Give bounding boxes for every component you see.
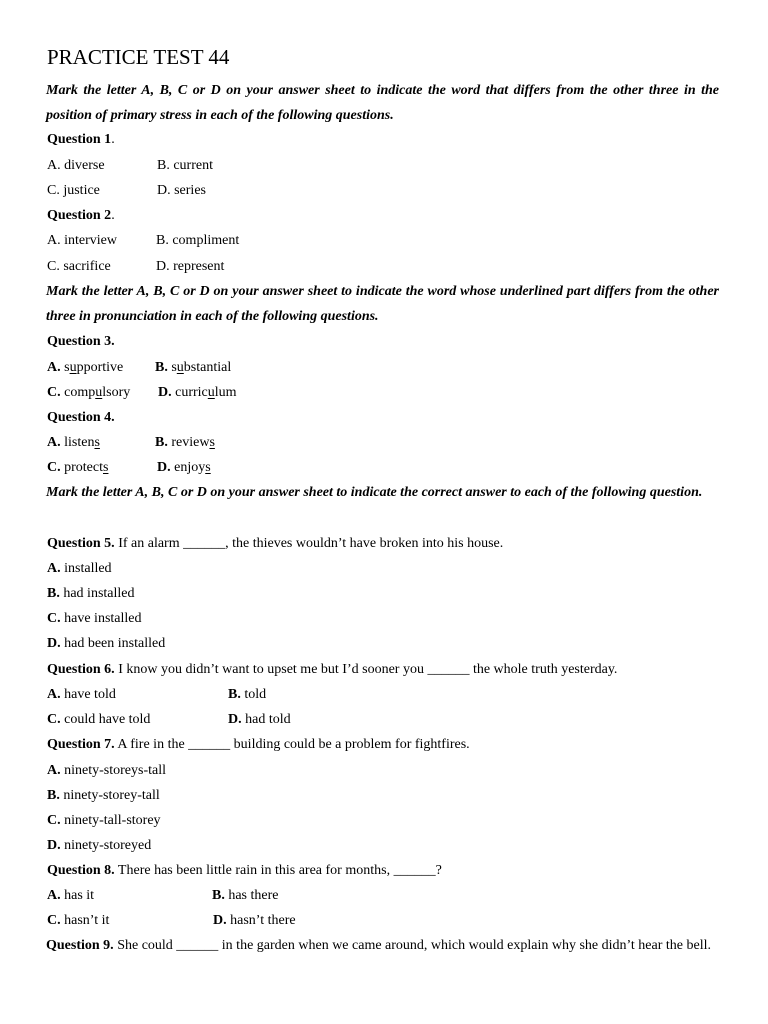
question-4-options-row-2 bbox=[47, 459, 707, 477]
option-text: ninety-tall-storey bbox=[60, 813, 161, 828]
option-text: ninety-storeys-tall bbox=[60, 763, 166, 778]
question-1-option-b: B. current bbox=[157, 158, 213, 173]
question-1-label: Question 1 bbox=[47, 132, 112, 147]
option-text: had been installed bbox=[60, 636, 166, 651]
option-text: had installed bbox=[59, 586, 135, 601]
option-letter: D. bbox=[158, 385, 172, 400]
question-7-option-c bbox=[47, 812, 161, 830]
question-4-option-c bbox=[47, 459, 108, 477]
question-1-options-row-1 bbox=[47, 157, 707, 175]
underlined-part: u bbox=[207, 385, 215, 400]
question-7-label: Question 7. bbox=[47, 737, 115, 752]
question-9-text: She could ______ in the garden when we came around, which would explain why she didn’t hear the bell. bbox=[113, 938, 711, 953]
option-letter: B. bbox=[47, 586, 60, 601]
question-2-heading bbox=[47, 207, 115, 225]
question-2-option-d: D. represent bbox=[156, 259, 225, 274]
question-8-options-row-2 bbox=[47, 912, 707, 930]
option-text: protect bbox=[60, 460, 103, 475]
question-7-option-d bbox=[47, 837, 151, 855]
question-8-option-d bbox=[213, 912, 296, 930]
option-text: pportive bbox=[76, 360, 124, 375]
question-2-label: Question 2 bbox=[47, 208, 112, 223]
question-3-option-b bbox=[155, 359, 231, 377]
instruction-pronunciation: Mark the letter A, B, C or D on your answer sheet to indicate the word whose underlined part differs from the other three in pronunciation in each of the following questions. bbox=[46, 284, 719, 325]
option-letter: B. bbox=[155, 360, 168, 375]
question-2-dot: . bbox=[111, 208, 115, 223]
option-text: comp bbox=[60, 385, 96, 400]
option-letter: B. bbox=[212, 888, 225, 903]
question-8-label: Question 8. bbox=[47, 863, 115, 878]
underlined-part: s bbox=[94, 435, 100, 450]
question-3-options-row-1 bbox=[47, 359, 707, 377]
question-5-stem bbox=[47, 535, 503, 553]
option-letter: A. bbox=[47, 435, 61, 450]
option-text: hasn’t there bbox=[226, 913, 296, 928]
question-6-option-c bbox=[47, 711, 150, 729]
question-1-dot: . bbox=[111, 132, 115, 147]
question-3-label: Question 3. bbox=[47, 334, 115, 349]
question-6-option-b bbox=[228, 686, 266, 704]
option-letter: C. bbox=[47, 913, 61, 928]
underlined-part: u bbox=[69, 360, 77, 375]
question-3-option-c bbox=[47, 384, 130, 402]
option-letter: D. bbox=[47, 636, 61, 651]
question-5-option-d bbox=[47, 635, 165, 653]
option-letter: C. bbox=[47, 385, 61, 400]
underlined-part: u bbox=[176, 360, 184, 375]
question-6-options-row-2 bbox=[47, 711, 707, 729]
question-3-option-d bbox=[158, 384, 237, 402]
question-7-stem bbox=[47, 736, 470, 754]
option-letter: A. bbox=[47, 687, 61, 702]
option-letter: D. bbox=[47, 838, 61, 853]
question-7-option-a bbox=[47, 762, 166, 780]
option-letter: B. bbox=[228, 687, 241, 702]
option-text: has it bbox=[60, 888, 95, 903]
underlined-part: s bbox=[103, 460, 109, 475]
option-letter: C. bbox=[47, 712, 61, 727]
question-3-option-a bbox=[47, 359, 123, 377]
question-8-stem bbox=[47, 862, 442, 880]
question-4-option-a bbox=[47, 434, 100, 452]
option-text: ninety-storey-tall bbox=[59, 788, 160, 803]
question-6-options-row-1 bbox=[47, 686, 707, 704]
option-text: could have told bbox=[60, 712, 151, 727]
option-text: have told bbox=[60, 687, 116, 702]
option-letter: B. bbox=[47, 788, 60, 803]
question-2-option-a: A. interview bbox=[47, 233, 117, 248]
option-text: installed bbox=[60, 561, 112, 576]
question-1-option-c: C. justice bbox=[47, 183, 100, 198]
question-6-option-a bbox=[47, 686, 116, 704]
option-letter: D. bbox=[228, 712, 242, 727]
option-letter: C. bbox=[47, 611, 61, 626]
option-text: s bbox=[167, 360, 177, 375]
question-5-option-b bbox=[47, 585, 135, 603]
question-6-text: I know you didn’t want to upset me but I’d sooner you ______ the whole truth yesterday. bbox=[114, 662, 618, 677]
option-text: has there bbox=[224, 888, 279, 903]
option-text: had told bbox=[241, 712, 291, 727]
question-2-option-b: B. compliment bbox=[156, 233, 240, 248]
question-8-option-b bbox=[212, 887, 279, 905]
question-7-text: A fire in the ______ building could be a problem for fightfires. bbox=[114, 737, 470, 752]
question-4-option-b bbox=[155, 434, 215, 452]
underlined-part: s bbox=[209, 435, 215, 450]
instruction-correct-answer: Mark the letter A, B, C or D on your answer sheet to indicate the correct answer to each of the following question. bbox=[46, 485, 703, 500]
underlined-part: u bbox=[95, 385, 103, 400]
option-text: lsory bbox=[102, 385, 131, 400]
option-text: lum bbox=[214, 385, 237, 400]
question-6-option-d bbox=[228, 711, 291, 729]
question-1-option-d: D. series bbox=[157, 183, 206, 198]
question-4-options-row-1 bbox=[47, 434, 707, 452]
question-8-option-a bbox=[47, 887, 94, 905]
option-text: enjoy bbox=[170, 460, 206, 475]
question-9-stem bbox=[46, 933, 719, 958]
question-2-options-row-1 bbox=[47, 232, 707, 250]
option-letter: A. bbox=[47, 888, 61, 903]
option-letter: D. bbox=[157, 460, 171, 475]
question-7-option-b bbox=[47, 787, 160, 805]
option-text: told bbox=[240, 687, 267, 702]
option-letter: A. bbox=[47, 360, 61, 375]
question-2-options-row-2 bbox=[47, 258, 707, 276]
option-text: listen bbox=[60, 435, 95, 450]
question-6-stem bbox=[47, 661, 617, 679]
option-letter: C. bbox=[47, 460, 61, 475]
question-9-label: Question 9. bbox=[46, 938, 114, 953]
underlined-part: s bbox=[205, 460, 211, 475]
question-5-option-a bbox=[47, 560, 112, 578]
question-8-text: There has been little rain in this area for months, ______? bbox=[114, 863, 442, 878]
question-4-label: Question 4. bbox=[47, 410, 115, 425]
option-letter: A. bbox=[47, 561, 61, 576]
question-4-option-d bbox=[157, 459, 211, 477]
question-8-options-row-1 bbox=[47, 887, 707, 905]
option-text: ninety-storeyed bbox=[60, 838, 152, 853]
question-1-options-row-2 bbox=[47, 182, 707, 200]
question-5-option-c bbox=[47, 610, 142, 628]
option-letter: C. bbox=[47, 813, 61, 828]
option-letter: B. bbox=[155, 435, 168, 450]
option-text: have installed bbox=[60, 611, 142, 626]
option-letter: A. bbox=[47, 763, 61, 778]
question-3-options-row-2 bbox=[47, 384, 707, 402]
option-text: bstantial bbox=[183, 360, 232, 375]
option-text: hasn’t it bbox=[60, 913, 110, 928]
question-5-label: Question 5. bbox=[47, 536, 115, 551]
question-1-heading bbox=[47, 131, 115, 149]
question-8-option-c bbox=[47, 912, 109, 930]
instruction-stress: Mark the letter A, B, C or D on your answer sheet to indicate the word that differs from the other three in the position of primary stress in each of the following questions. bbox=[46, 83, 719, 124]
option-letter: D. bbox=[213, 913, 227, 928]
option-text: s bbox=[60, 360, 70, 375]
question-1-option-a: A. diverse bbox=[47, 158, 105, 173]
page-title: PRACTICE TEST 44 bbox=[47, 45, 230, 69]
question-6-label: Question 6. bbox=[47, 662, 115, 677]
option-text: curric bbox=[171, 385, 208, 400]
question-5-text: If an alarm ______, the thieves wouldn’t have broken into his house. bbox=[114, 536, 504, 551]
question-2-option-c: C. sacrifice bbox=[47, 259, 111, 274]
option-text: review bbox=[167, 435, 210, 450]
